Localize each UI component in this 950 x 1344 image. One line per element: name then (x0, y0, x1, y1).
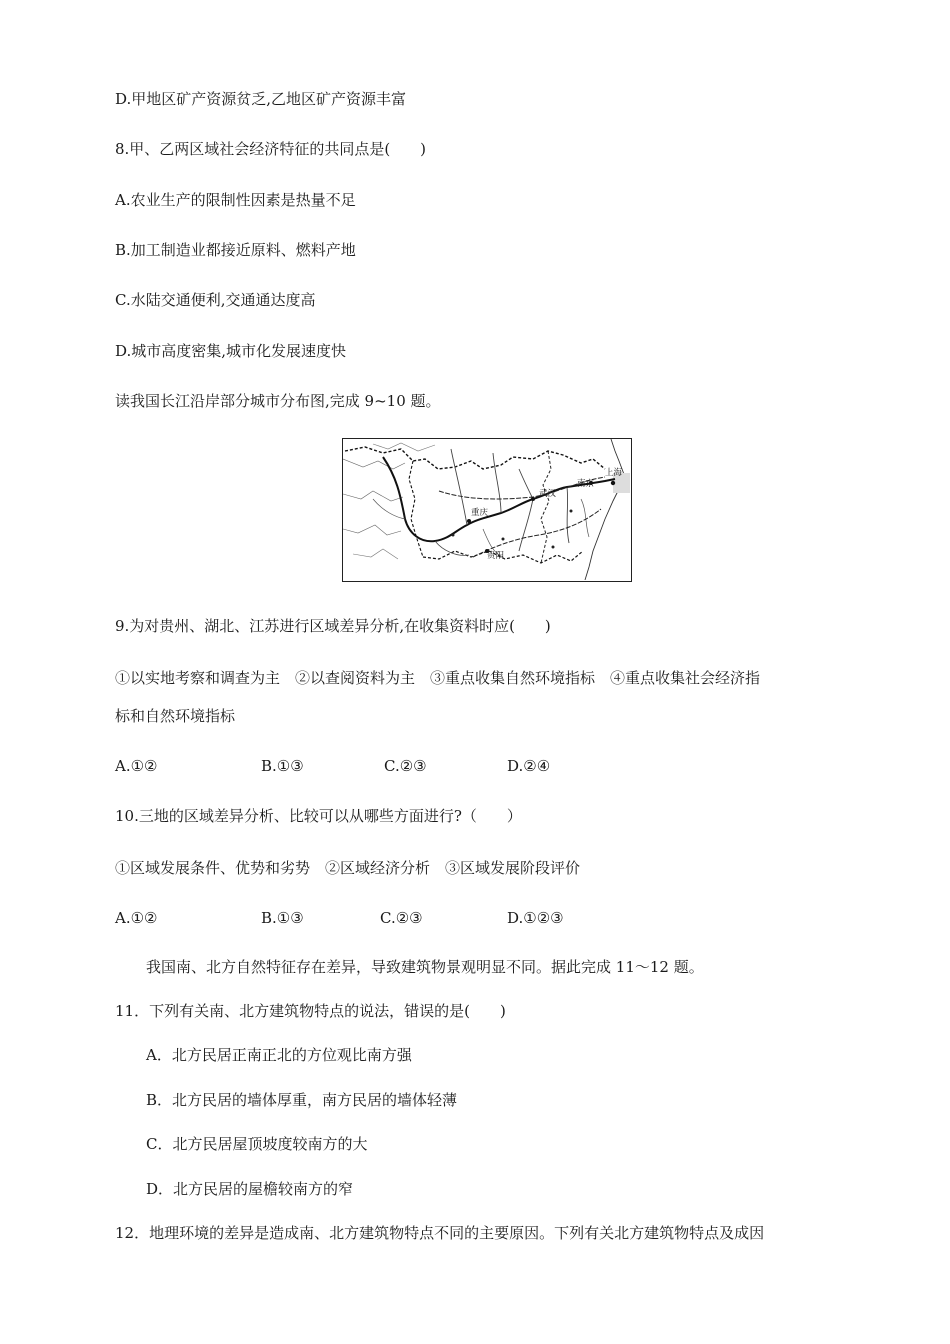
city-label-wuhan: 武汉 (539, 489, 557, 499)
city-dot-shanghai (611, 481, 615, 485)
q8-option-a: A.农业生产的限制性因素是热量不足 (115, 191, 356, 209)
q10-statements: ①区域发展条件、优势和劣势 ②区域经济分析 ③区域发展阶段评价 (115, 859, 581, 877)
q12-stem: 12．地理环境的差异是造成南、北方建筑物特点不同的主要原因。下列有关北方建筑物特点及成因 (115, 1224, 765, 1242)
intro-9-10: 读我国长江沿岸部分城市分布图,完成 9~10 题。 (115, 392, 441, 410)
q9-option-a: A.①② (115, 757, 158, 775)
city-dot-chongqing (467, 519, 471, 523)
q11-option-b: B．北方民居的墙体厚重，南方民居的墙体轻薄 (146, 1091, 458, 1109)
q10-option-d: D.①②③ (507, 909, 564, 927)
q10-option-c: C.②③ (380, 909, 423, 927)
q9-option-b: B.①③ (261, 757, 304, 775)
q11-option-a: A．北方民居正南正北的方位观比南方强 (146, 1046, 412, 1064)
q9-stem: 9.为对贵州、湖北、江苏进行区域差异分析,在收集资料时应( ) (115, 617, 551, 635)
city-label-chongqing: 重庆 (471, 508, 489, 518)
q9-option-c: C.②③ (384, 757, 427, 775)
q8-stem: 8.甲、乙两区域社会经济特征的共同点是( ) (115, 140, 427, 158)
q11-option-d: D．北方民居的屋檐较南方的窄 (146, 1180, 354, 1198)
city-dot-wuhan (531, 497, 535, 501)
q10-option-b: B.①③ (261, 909, 304, 927)
q10-option-a: A.①② (115, 909, 158, 927)
map-drawing (343, 439, 630, 580)
yangtze-city-map (342, 438, 632, 582)
q9-statements-line2: 标和自然环境指标 (115, 707, 236, 725)
q9-statements-line1: ①以实地考察和调查为主 ②以查阅资料为主 ③重点收集自然环境指标 ④重点收集社会经济指 (115, 669, 761, 687)
city-label-shanghai: 上海 (605, 468, 623, 478)
city-label-guiyang: 贵阳 (487, 551, 505, 561)
q8-option-b: B.加工制造业都接近原料、燃料产地 (115, 241, 356, 259)
q11-option-c: C．北方民居屋顶坡度较南方的大 (146, 1135, 368, 1153)
q8-option-d: D.城市高度密集,城市化发展速度快 (115, 342, 347, 360)
intro-11-12: 我国南、北方自然特征存在差异，导致建筑物景观明显不同。据此完成 11～12 题。 (146, 958, 704, 976)
q10-stem: 10.三地的区域差异分析、比较可以从哪些方面进行?（ ） (115, 807, 522, 825)
q9-option-d: D.②④ (507, 757, 551, 775)
q8-option-c: C.水陆交通便利,交通通达度高 (115, 291, 316, 309)
q7-option-d: D.甲地区矿产资源贫乏,乙地区矿产资源丰富 (115, 90, 407, 108)
city-label-nanjing: 南京 (577, 479, 595, 489)
q11-stem: 11．下列有关南、北方建筑物特点的说法，错误的是( ) (115, 1002, 506, 1020)
